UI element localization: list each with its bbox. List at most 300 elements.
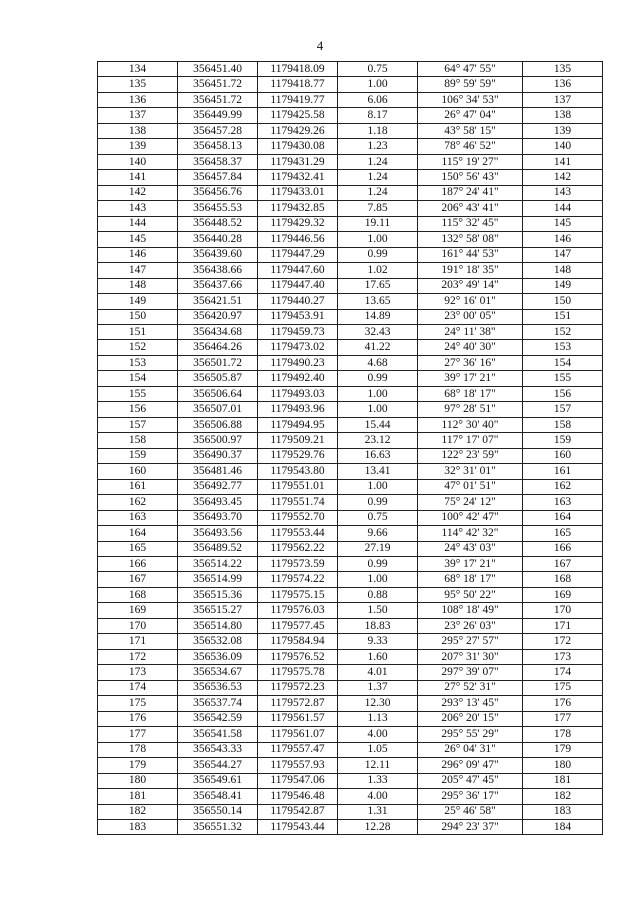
table-row (98, 711, 603, 726)
table-row (98, 479, 603, 494)
point-number-cell: 172 (98, 649, 178, 664)
y-coordinate-cell: 1179430.08 (258, 139, 338, 154)
distance-cell: 32.43 (338, 324, 418, 339)
y-coordinate-cell: 1179572.87 (258, 696, 338, 711)
distance-cell: 13.41 (338, 464, 418, 479)
bearing-cell: 24° 40' 30" (418, 340, 523, 355)
point-number-cell: 176 (98, 711, 178, 726)
next-point-cell: 144 (523, 201, 603, 216)
bearing-cell: 295° 36' 17" (418, 789, 523, 804)
y-coordinate-cell: 1179446.56 (258, 232, 338, 247)
bearing-cell: 24° 11' 38" (418, 324, 523, 339)
bearing-cell: 117° 17' 07" (418, 433, 523, 448)
distance-cell: 1.00 (338, 402, 418, 417)
distance-cell: 4.00 (338, 789, 418, 804)
y-coordinate-cell: 1179429.26 (258, 123, 338, 138)
table-row (98, 758, 603, 773)
table-row (98, 232, 603, 247)
point-number-cell: 163 (98, 510, 178, 525)
point-number-cell: 165 (98, 541, 178, 556)
point-number-cell: 146 (98, 247, 178, 262)
bearing-cell: 39° 17' 21" (418, 371, 523, 386)
bearing-cell: 43° 58' 15" (418, 123, 523, 138)
point-number-cell: 152 (98, 340, 178, 355)
bearing-cell: 114° 42' 32" (418, 526, 523, 541)
point-number-cell: 167 (98, 572, 178, 587)
bearing-cell: 161° 44' 53" (418, 247, 523, 262)
y-coordinate-cell: 1179473.02 (258, 340, 338, 355)
x-coordinate-cell: 356537.74 (178, 696, 258, 711)
point-number-cell: 162 (98, 495, 178, 510)
bearing-cell: 68° 18' 17" (418, 572, 523, 587)
bearing-cell: 97° 28' 51" (418, 402, 523, 417)
x-coordinate-cell: 356505.87 (178, 371, 258, 386)
x-coordinate-cell: 356492.77 (178, 479, 258, 494)
y-coordinate-cell: 1179447.60 (258, 263, 338, 278)
x-coordinate-cell: 356437.66 (178, 278, 258, 293)
x-coordinate-cell: 356457.84 (178, 170, 258, 185)
y-coordinate-cell: 1179433.01 (258, 185, 338, 200)
point-number-cell: 139 (98, 139, 178, 154)
next-point-cell: 146 (523, 232, 603, 247)
page-number: 4 (316, 38, 324, 53)
x-coordinate-cell: 356515.36 (178, 587, 258, 602)
point-number-cell: 134 (98, 62, 178, 77)
point-number-cell: 140 (98, 154, 178, 169)
next-point-cell: 142 (523, 170, 603, 185)
table-row (98, 634, 603, 649)
x-coordinate-cell: 356481.46 (178, 464, 258, 479)
point-number-cell: 171 (98, 634, 178, 649)
next-point-cell: 163 (523, 495, 603, 510)
table-row (98, 309, 603, 324)
y-coordinate-cell: 1179574.22 (258, 572, 338, 587)
distance-cell: 14.89 (338, 309, 418, 324)
x-coordinate-cell: 356451.40 (178, 62, 258, 77)
coordinates-table (97, 61, 603, 835)
distance-cell: 0.99 (338, 557, 418, 572)
next-point-cell: 170 (523, 603, 603, 618)
next-point-cell: 168 (523, 572, 603, 587)
x-coordinate-cell: 356551.32 (178, 819, 258, 834)
table-row (98, 340, 603, 355)
distance-cell: 12.11 (338, 758, 418, 773)
y-coordinate-cell: 1179551.01 (258, 479, 338, 494)
x-coordinate-cell: 356457.28 (178, 123, 258, 138)
distance-cell: 1.00 (338, 572, 418, 587)
x-coordinate-cell: 356455.53 (178, 201, 258, 216)
point-number-cell: 138 (98, 123, 178, 138)
next-point-cell: 177 (523, 711, 603, 726)
distance-cell: 1.00 (338, 77, 418, 92)
x-coordinate-cell: 356536.09 (178, 649, 258, 664)
distance-cell: 4.01 (338, 665, 418, 680)
bearing-cell: 26° 04' 31" (418, 742, 523, 757)
point-number-cell: 149 (98, 294, 178, 309)
bearing-cell: 47° 01' 51" (418, 479, 523, 494)
y-coordinate-cell: 1179547.06 (258, 773, 338, 788)
table-row (98, 742, 603, 757)
point-number-cell: 183 (98, 819, 178, 834)
bearing-cell: 150° 56' 43" (418, 170, 523, 185)
y-coordinate-cell: 1179432.41 (258, 170, 338, 185)
table-row (98, 804, 603, 819)
bearing-cell: 122° 23' 59" (418, 448, 523, 463)
distance-cell: 0.99 (338, 495, 418, 510)
distance-cell: 1.50 (338, 603, 418, 618)
bearing-cell: 23° 00' 05" (418, 309, 523, 324)
point-number-cell: 179 (98, 758, 178, 773)
x-coordinate-cell: 356514.99 (178, 572, 258, 587)
x-coordinate-cell: 356507.01 (178, 402, 258, 417)
bearing-cell: 203° 49' 14" (418, 278, 523, 293)
bearing-cell: 26° 47' 04" (418, 108, 523, 123)
next-point-cell: 166 (523, 541, 603, 556)
table-row (98, 572, 603, 587)
x-coordinate-cell: 356514.22 (178, 557, 258, 572)
y-coordinate-cell: 1179509.21 (258, 433, 338, 448)
distance-cell: 1.33 (338, 773, 418, 788)
bearing-cell: 75° 24' 12" (418, 495, 523, 510)
y-coordinate-cell: 1179561.57 (258, 711, 338, 726)
bearing-cell: 206° 43' 41" (418, 201, 523, 216)
next-point-cell: 178 (523, 727, 603, 742)
coordinates-table-body (98, 62, 603, 835)
next-point-cell: 151 (523, 309, 603, 324)
y-coordinate-cell: 1179552.70 (258, 510, 338, 525)
bearing-cell: 297° 39' 07" (418, 665, 523, 680)
bearing-cell: 106° 34' 53" (418, 92, 523, 107)
distance-cell: 9.33 (338, 634, 418, 649)
y-coordinate-cell: 1179576.52 (258, 649, 338, 664)
table-row (98, 154, 603, 169)
bearing-cell: 115° 19' 27" (418, 154, 523, 169)
y-coordinate-cell: 1179418.77 (258, 77, 338, 92)
y-coordinate-cell: 1179542.87 (258, 804, 338, 819)
point-number-cell: 168 (98, 587, 178, 602)
table-row (98, 727, 603, 742)
y-coordinate-cell: 1179529.76 (258, 448, 338, 463)
next-point-cell: 148 (523, 263, 603, 278)
next-point-cell: 137 (523, 92, 603, 107)
bearing-cell: 187° 24' 41" (418, 185, 523, 200)
next-point-cell: 176 (523, 696, 603, 711)
point-number-cell: 170 (98, 618, 178, 633)
point-number-cell: 147 (98, 263, 178, 278)
point-number-cell: 159 (98, 448, 178, 463)
next-point-cell: 182 (523, 789, 603, 804)
point-number-cell: 169 (98, 603, 178, 618)
point-number-cell: 161 (98, 479, 178, 494)
next-point-cell: 149 (523, 278, 603, 293)
next-point-cell: 138 (523, 108, 603, 123)
table-row (98, 92, 603, 107)
next-point-cell: 157 (523, 402, 603, 417)
next-point-cell: 158 (523, 417, 603, 432)
x-coordinate-cell: 356421.51 (178, 294, 258, 309)
y-coordinate-cell: 1179447.40 (258, 278, 338, 293)
point-number-cell: 142 (98, 185, 178, 200)
bearing-cell: 206° 20' 15" (418, 711, 523, 726)
point-number-cell: 137 (98, 108, 178, 123)
bearing-cell: 92° 16' 01" (418, 294, 523, 309)
distance-cell: 18.83 (338, 618, 418, 633)
distance-cell: 0.75 (338, 62, 418, 77)
distance-cell: 0.75 (338, 510, 418, 525)
next-point-cell: 141 (523, 154, 603, 169)
table-row (98, 696, 603, 711)
y-coordinate-cell: 1179490.23 (258, 355, 338, 370)
table-row (98, 665, 603, 680)
table-row (98, 278, 603, 293)
x-coordinate-cell: 356493.56 (178, 526, 258, 541)
point-number-cell: 181 (98, 789, 178, 804)
distance-cell: 1.02 (338, 263, 418, 278)
distance-cell: 13.65 (338, 294, 418, 309)
point-number-cell: 155 (98, 386, 178, 401)
table-row (98, 433, 603, 448)
table-row (98, 201, 603, 216)
bearing-cell: 24° 43' 03" (418, 541, 523, 556)
next-point-cell: 139 (523, 123, 603, 138)
bearing-cell: 294° 23' 37" (418, 819, 523, 834)
table-row (98, 464, 603, 479)
distance-cell: 6.06 (338, 92, 418, 107)
next-point-cell: 167 (523, 557, 603, 572)
next-point-cell: 161 (523, 464, 603, 479)
next-point-cell: 155 (523, 371, 603, 386)
point-number-cell: 145 (98, 232, 178, 247)
x-coordinate-cell: 356439.60 (178, 247, 258, 262)
x-coordinate-cell: 356448.52 (178, 216, 258, 231)
x-coordinate-cell: 356489.52 (178, 541, 258, 556)
point-number-cell: 175 (98, 696, 178, 711)
y-coordinate-cell: 1179447.29 (258, 247, 338, 262)
next-point-cell: 154 (523, 355, 603, 370)
distance-cell: 16.63 (338, 448, 418, 463)
bearing-cell: 78° 46' 52" (418, 139, 523, 154)
x-coordinate-cell: 356464.26 (178, 340, 258, 355)
distance-cell: 23.12 (338, 433, 418, 448)
bearing-cell: 295° 27' 57" (418, 634, 523, 649)
point-number-cell: 136 (98, 92, 178, 107)
table-row (98, 402, 603, 417)
table-row (98, 587, 603, 602)
point-number-cell: 157 (98, 417, 178, 432)
next-point-cell: 169 (523, 587, 603, 602)
x-coordinate-cell: 356490.37 (178, 448, 258, 463)
table-row (98, 371, 603, 386)
point-number-cell: 177 (98, 727, 178, 742)
y-coordinate-cell: 1179575.15 (258, 587, 338, 602)
y-coordinate-cell: 1179562.22 (258, 541, 338, 556)
next-point-cell: 162 (523, 479, 603, 494)
next-point-cell: 147 (523, 247, 603, 262)
next-point-cell: 165 (523, 526, 603, 541)
distance-cell: 12.30 (338, 696, 418, 711)
table-row (98, 773, 603, 788)
x-coordinate-cell: 356506.88 (178, 417, 258, 432)
bearing-cell: 132° 58' 08" (418, 232, 523, 247)
bearing-cell: 68° 18' 17" (418, 386, 523, 401)
bearing-cell: 95° 50' 22" (418, 587, 523, 602)
point-number-cell: 158 (98, 433, 178, 448)
next-point-cell: 172 (523, 634, 603, 649)
point-number-cell: 178 (98, 742, 178, 757)
y-coordinate-cell: 1179431.29 (258, 154, 338, 169)
x-coordinate-cell: 356420.97 (178, 309, 258, 324)
next-point-cell: 184 (523, 819, 603, 834)
table-row (98, 603, 603, 618)
y-coordinate-cell: 1179577.45 (258, 618, 338, 633)
table-row (98, 618, 603, 633)
x-coordinate-cell: 356544.27 (178, 758, 258, 773)
distance-cell: 1.24 (338, 154, 418, 169)
bearing-cell: 205° 47' 45" (418, 773, 523, 788)
x-coordinate-cell: 356550.14 (178, 804, 258, 819)
distance-cell: 1.00 (338, 232, 418, 247)
y-coordinate-cell: 1179557.47 (258, 742, 338, 757)
point-number-cell: 182 (98, 804, 178, 819)
distance-cell: 4.00 (338, 727, 418, 742)
y-coordinate-cell: 1179419.77 (258, 92, 338, 107)
point-number-cell: 141 (98, 170, 178, 185)
y-coordinate-cell: 1179492.40 (258, 371, 338, 386)
table-row (98, 526, 603, 541)
next-point-cell: 173 (523, 649, 603, 664)
table-row (98, 123, 603, 138)
bearing-cell: 32° 31' 01" (418, 464, 523, 479)
distance-cell: 41.22 (338, 340, 418, 355)
point-number-cell: 144 (98, 216, 178, 231)
y-coordinate-cell: 1179553.44 (258, 526, 338, 541)
y-coordinate-cell: 1179575.78 (258, 665, 338, 680)
y-coordinate-cell: 1179432.85 (258, 201, 338, 216)
distance-cell: 1.24 (338, 170, 418, 185)
bearing-cell: 112° 30' 40" (418, 417, 523, 432)
table-row (98, 247, 603, 262)
table-row (98, 417, 603, 432)
next-point-cell: 140 (523, 139, 603, 154)
x-coordinate-cell: 356440.28 (178, 232, 258, 247)
point-number-cell: 154 (98, 371, 178, 386)
distance-cell: 17.65 (338, 278, 418, 293)
x-coordinate-cell: 356458.13 (178, 139, 258, 154)
y-coordinate-cell: 1179493.03 (258, 386, 338, 401)
x-coordinate-cell: 356438.66 (178, 263, 258, 278)
distance-cell: 8.17 (338, 108, 418, 123)
distance-cell: 27.19 (338, 541, 418, 556)
y-coordinate-cell: 1179557.93 (258, 758, 338, 773)
next-point-cell: 181 (523, 773, 603, 788)
table-row (98, 263, 603, 278)
point-number-cell: 156 (98, 402, 178, 417)
point-number-cell: 148 (98, 278, 178, 293)
x-coordinate-cell: 356542.59 (178, 711, 258, 726)
x-coordinate-cell: 356548.41 (178, 789, 258, 804)
y-coordinate-cell: 1179543.44 (258, 819, 338, 834)
distance-cell: 1.37 (338, 680, 418, 695)
x-coordinate-cell: 356456.76 (178, 185, 258, 200)
bearing-cell: 23° 26' 03" (418, 618, 523, 633)
x-coordinate-cell: 356536.53 (178, 680, 258, 695)
next-point-cell: 175 (523, 680, 603, 695)
table-row (98, 680, 603, 695)
bearing-cell: 27° 52' 31" (418, 680, 523, 695)
bearing-cell: 207° 31' 30" (418, 649, 523, 664)
point-number-cell: 173 (98, 665, 178, 680)
x-coordinate-cell: 356532.08 (178, 634, 258, 649)
distance-cell: 1.00 (338, 386, 418, 401)
table-row (98, 649, 603, 664)
table-row (98, 355, 603, 370)
distance-cell: 1.60 (338, 649, 418, 664)
bearing-cell: 89° 59' 59" (418, 77, 523, 92)
table-row (98, 557, 603, 572)
distance-cell: 1.13 (338, 711, 418, 726)
point-number-cell: 143 (98, 201, 178, 216)
table-row (98, 789, 603, 804)
next-point-cell: 179 (523, 742, 603, 757)
y-coordinate-cell: 1179429.32 (258, 216, 338, 231)
x-coordinate-cell: 356451.72 (178, 92, 258, 107)
table-row (98, 386, 603, 401)
table-row (98, 495, 603, 510)
distance-cell: 0.99 (338, 247, 418, 262)
distance-cell: 1.31 (338, 804, 418, 819)
point-number-cell: 150 (98, 309, 178, 324)
y-coordinate-cell: 1179543.80 (258, 464, 338, 479)
x-coordinate-cell: 356500.97 (178, 433, 258, 448)
distance-cell: 0.99 (338, 371, 418, 386)
x-coordinate-cell: 356549.61 (178, 773, 258, 788)
table-row (98, 77, 603, 92)
x-coordinate-cell: 356434.68 (178, 324, 258, 339)
bearing-cell: 27° 36' 16" (418, 355, 523, 370)
y-coordinate-cell: 1179584.94 (258, 634, 338, 649)
table-row (98, 541, 603, 556)
y-coordinate-cell: 1179418.09 (258, 62, 338, 77)
distance-cell: 19.11 (338, 216, 418, 231)
y-coordinate-cell: 1179440.27 (258, 294, 338, 309)
point-number-cell: 166 (98, 557, 178, 572)
x-coordinate-cell: 356449.99 (178, 108, 258, 123)
distance-cell: 9.66 (338, 526, 418, 541)
x-coordinate-cell: 356493.70 (178, 510, 258, 525)
next-point-cell: 150 (523, 294, 603, 309)
distance-cell: 1.18 (338, 123, 418, 138)
x-coordinate-cell: 356543.33 (178, 742, 258, 757)
y-coordinate-cell: 1179573.59 (258, 557, 338, 572)
table-row (98, 216, 603, 231)
table-row (98, 185, 603, 200)
x-coordinate-cell: 356458.37 (178, 154, 258, 169)
next-point-cell: 183 (523, 804, 603, 819)
table-row (98, 170, 603, 185)
x-coordinate-cell: 356451.72 (178, 77, 258, 92)
y-coordinate-cell: 1179576.03 (258, 603, 338, 618)
x-coordinate-cell: 356501.72 (178, 355, 258, 370)
next-point-cell: 153 (523, 340, 603, 355)
next-point-cell: 160 (523, 448, 603, 463)
distance-cell: 1.23 (338, 139, 418, 154)
next-point-cell: 135 (523, 62, 603, 77)
table-row (98, 108, 603, 123)
bearing-cell: 296° 09' 47" (418, 758, 523, 773)
table-row (98, 294, 603, 309)
y-coordinate-cell: 1179494.95 (258, 417, 338, 432)
y-coordinate-cell: 1179425.58 (258, 108, 338, 123)
